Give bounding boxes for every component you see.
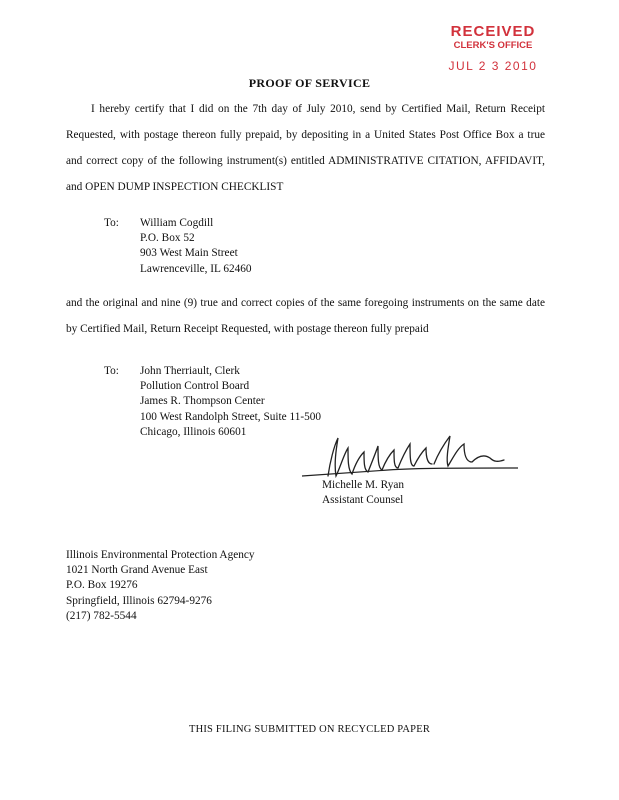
address-lines: [140, 216, 252, 277]
address-line: P.O. Box 52: [140, 232, 195, 245]
copies-paragraph: and the original and nine (9) true and correct copies of the same foregoing instruments on the same date by Certified Mail, Return Receipt Requested, with postage thereon fully prepaid: [66, 297, 545, 335]
agency-line: 1021 North Grand Avenue East: [66, 564, 208, 577]
address-line: James R. Thompson Center: [140, 395, 265, 408]
agency-address: [66, 548, 255, 624]
certification-paragraph: I hereby certify that I did on the 7th day of July 2010, send by Certified Mail, Return Receipt Requested, with postage thereon fully prepaid, by depositing in a United States Post Office Box a true and correct copy of the following instrument(s) entitled ADMINISTRATIVE CITATION, AFFIDAVIT, and OPEN DUMP INSPECTION CHECKLIST: [66, 103, 545, 193]
footer-note: THIS FILING SUBMITTED ON RECYCLED PAPER: [188, 724, 431, 735]
received-stamp: [434, 24, 552, 73]
address-line: 903 West Main Street: [140, 247, 238, 260]
signer-title: Assistant Counsel: [322, 494, 404, 506]
address-line: Pollution Control Board: [140, 380, 250, 393]
to-label: To:: [104, 365, 119, 377]
signer-name: Michelle M. Ryan: [322, 479, 405, 491]
stamp-office: CLERK'S OFFICE: [453, 40, 533, 51]
stamp-title: RECEIVED: [450, 23, 536, 40]
stamp-date: JUL 2 3 2010: [448, 59, 538, 73]
address-line: Lawrenceville, IL 62460: [140, 262, 252, 275]
to-label: To:: [104, 217, 119, 229]
address-line: William Cogdill: [140, 217, 214, 229]
address-line: John Therriault, Clerk: [140, 365, 240, 377]
agency-line: (217) 782-5544: [66, 609, 137, 622]
agency-line: P.O. Box 19276: [66, 579, 138, 592]
address-line: Chicago, Illinois 60601: [140, 425, 247, 438]
document-title: PROOF OF SERVICE: [248, 76, 371, 90]
address-lines: [140, 364, 321, 440]
signer-block: [322, 478, 404, 508]
agency-line: Springfield, Illinois 62794-9276: [66, 594, 212, 607]
agency-line: Illinois Environmental Protection Agency: [66, 549, 255, 561]
address-line: 100 West Randolph Street, Suite 11-500: [140, 410, 322, 423]
